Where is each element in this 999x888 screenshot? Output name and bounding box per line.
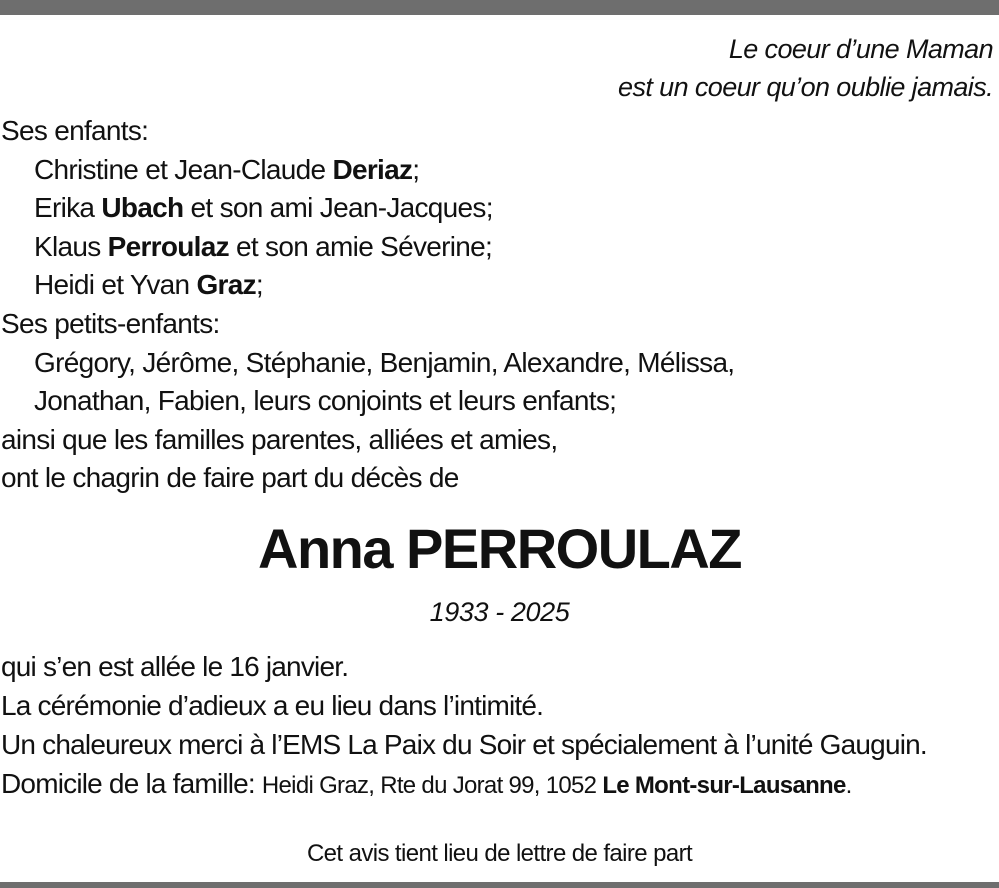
child-entry [1,189,734,228]
child-given-names: Heidi et Yvan [34,269,197,301]
domicile-label: Domicile de la famille: [1,768,262,799]
motto-quote [618,30,993,106]
passing-line: qui s’en est allée le 16 janvier. [1,651,349,682]
child-given-names: Erika [34,192,102,224]
child-suffix: ; [412,153,420,185]
bottom-rule [0,882,999,888]
families-line: ainsi que les familles parentes, alliées et amies, [1,423,558,455]
ceremony-line: La cérémonie d’adieux a eu lieu dans l’intimité. [1,690,544,721]
child-entry [1,228,734,267]
footer-note: Cet avis tient lieu de lettre de faire part [306,840,693,867]
details-block [1,647,927,805]
domicile-end: . [845,772,852,799]
announce-line: ont le chagrin de faire part du décès de [1,462,459,494]
child-suffix: et son ami Jean-Jacques; [183,192,493,224]
life-dates: 1933 - 2025 [429,597,570,627]
deceased-name: Anna PERROULAZ [258,517,741,580]
child-entry [1,266,734,305]
grandchildren-line: Grégory, Jérôme, Stéphanie, Benjamin, Alexandre, Mélissa, [34,346,735,378]
child-surname: Deriaz [332,153,413,185]
motto-line: est un coeur qu’on oublie jamais. [618,72,993,102]
family-list [1,112,734,498]
thanks-line: Un chaleureux merci à l’EMS La Paix du Soir et spécialement à l’unité Gauguin. [1,729,927,760]
child-entry [1,151,734,190]
domicile-line [1,764,927,805]
domicile-address: Heidi Graz, Rte du Jorat 99, 1052 [261,772,603,799]
grandchildren-line: Jonathan, Fabien, leurs conjoints et leurs enfants; [34,385,617,417]
child-surname: Perroulaz [107,230,229,262]
child-surname: Ubach [101,192,184,224]
child-surname: Graz [196,269,256,301]
motto-line: Le coeur d’une Maman [728,34,993,64]
grandchildren-heading: Ses petits-enfants: [1,307,220,339]
child-suffix: ; [255,269,264,301]
domicile-town: Le Mont-sur-Lausanne [602,772,846,799]
child-given-names: Klaus [34,230,108,262]
child-suffix: et son amie Séverine; [228,230,493,262]
child-given-names: Christine et Jean-Claude [34,153,333,185]
children-heading: Ses enfants: [1,115,149,146]
top-rule [0,0,999,15]
